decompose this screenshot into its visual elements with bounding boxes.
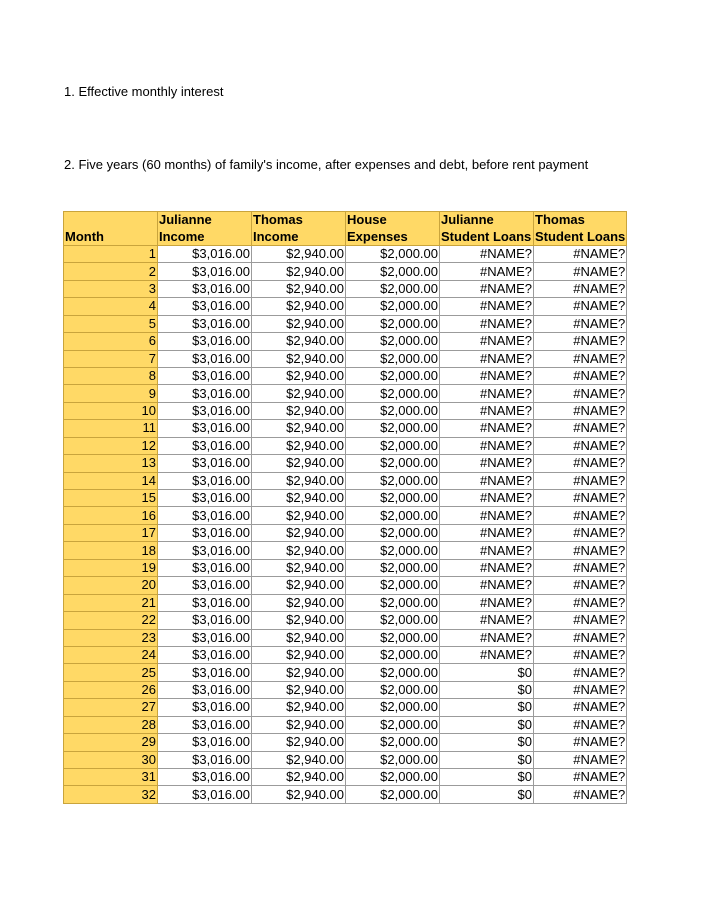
thomas-income-cell[interactable]: $2,940.00 (252, 542, 346, 559)
thomas-income-cell[interactable]: $2,940.00 (252, 420, 346, 437)
julianne-loans-cell[interactable]: #NAME? (440, 594, 534, 611)
thomas-income-cell[interactable]: $2,940.00 (252, 646, 346, 663)
house-expenses-cell[interactable]: $2,000.00 (346, 786, 440, 803)
header-cell: Student Loans (440, 228, 534, 245)
month-cell[interactable]: 22 (64, 612, 158, 629)
julianne-loans-cell[interactable]: #NAME? (440, 420, 534, 437)
month-cell[interactable]: 30 (64, 751, 158, 768)
thomas-income-cell[interactable]: $2,940.00 (252, 594, 346, 611)
header-cell: Month (64, 228, 158, 245)
house-expenses-cell[interactable]: $2,000.00 (346, 681, 440, 698)
house-expenses-cell[interactable]: $2,000.00 (346, 734, 440, 751)
julianne-loans-cell[interactable]: $0 (440, 769, 534, 786)
julianne-loans-cell[interactable]: #NAME? (440, 298, 534, 315)
header-cell: Thomas (252, 212, 346, 229)
month-cell[interactable]: 19 (64, 559, 158, 576)
julianne-loans-cell[interactable]: $0 (440, 734, 534, 751)
month-cell[interactable]: 14 (64, 472, 158, 489)
house-expenses-cell[interactable]: $2,000.00 (346, 507, 440, 524)
julianne-income-cell[interactable]: $3,016.00 (158, 769, 252, 786)
julianne-income-cell[interactable]: $3,016.00 (158, 664, 252, 681)
thomas-loans-cell[interactable]: #NAME? (534, 385, 627, 402)
house-expenses-cell[interactable]: $2,000.00 (346, 490, 440, 507)
month-cell[interactable]: 3 (64, 280, 158, 297)
month-cell[interactable]: 20 (64, 577, 158, 594)
julianne-loans-cell[interactable]: #NAME? (440, 542, 534, 559)
month-cell[interactable]: 29 (64, 734, 158, 751)
julianne-income-cell[interactable]: $3,016.00 (158, 263, 252, 280)
julianne-income-cell[interactable]: $3,016.00 (158, 716, 252, 733)
thomas-income-cell[interactable]: $2,940.00 (252, 751, 346, 768)
month-cell[interactable]: 11 (64, 420, 158, 437)
julianne-income-cell[interactable]: $3,016.00 (158, 385, 252, 402)
header-cell: Expenses (346, 228, 440, 245)
table-row (64, 402, 627, 419)
table-row (64, 472, 627, 489)
thomas-income-cell[interactable]: $2,940.00 (252, 716, 346, 733)
header-cell: Student Loans (535, 228, 626, 244)
month-cell[interactable]: 24 (64, 646, 158, 663)
month-cell[interactable]: 26 (64, 681, 158, 698)
julianne-income-cell[interactable]: $3,016.00 (158, 612, 252, 629)
thomas-loans-cell[interactable]: #NAME? (534, 350, 627, 367)
month-cell[interactable]: 1 (64, 245, 158, 262)
header-row-1 (64, 212, 627, 229)
thomas-loans-cell[interactable]: #NAME? (534, 716, 627, 733)
month-cell[interactable]: 2 (64, 263, 158, 280)
table-row (64, 315, 627, 332)
julianne-loans-cell[interactable]: #NAME? (440, 577, 534, 594)
house-expenses-cell[interactable]: $2,000.00 (346, 646, 440, 663)
julianne-income-cell[interactable]: $3,016.00 (158, 629, 252, 646)
thomas-income-cell[interactable]: $2,940.00 (252, 681, 346, 698)
note-effective-monthly-interest: 1. Effective monthly interest (64, 84, 224, 99)
thomas-income-cell[interactable]: $2,940.00 (252, 664, 346, 681)
table-row (64, 507, 627, 524)
thomas-loans-cell[interactable]: #NAME? (534, 420, 627, 437)
header-row-2 (64, 228, 627, 245)
house-expenses-cell[interactable]: $2,000.00 (346, 420, 440, 437)
house-expenses-cell[interactable]: $2,000.00 (346, 385, 440, 402)
julianne-income-cell[interactable]: $3,016.00 (158, 751, 252, 768)
thomas-income-cell[interactable]: $2,940.00 (252, 367, 346, 384)
thomas-income-cell[interactable]: $2,940.00 (252, 734, 346, 751)
thomas-income-cell[interactable]: $2,940.00 (252, 298, 346, 315)
table-row (64, 385, 627, 402)
house-expenses-cell[interactable]: $2,000.00 (346, 769, 440, 786)
house-expenses-cell[interactable]: $2,000.00 (346, 751, 440, 768)
julianne-loans-cell[interactable]: #NAME? (440, 507, 534, 524)
table-row (64, 577, 627, 594)
table-row (64, 280, 627, 297)
month-cell[interactable]: 28 (64, 716, 158, 733)
header-cell (64, 212, 158, 229)
julianne-loans-cell[interactable]: #NAME? (440, 437, 534, 454)
julianne-income-cell[interactable]: $3,016.00 (158, 734, 252, 751)
table-row (64, 333, 627, 350)
thomas-loans-cell[interactable]: #NAME? (534, 542, 627, 559)
julianne-loans-cell[interactable]: #NAME? (440, 385, 534, 402)
table-row (64, 664, 627, 681)
header-cell: Income (158, 228, 252, 245)
thomas-income-cell[interactable]: $2,940.00 (252, 280, 346, 297)
thomas-loans-cell[interactable]: #NAME? (534, 734, 627, 751)
julianne-income-cell[interactable]: $3,016.00 (158, 646, 252, 663)
thomas-loans-cell[interactable]: #NAME? (534, 245, 627, 262)
julianne-income-cell[interactable]: $3,016.00 (158, 559, 252, 576)
thomas-loans-cell[interactable]: #NAME? (534, 559, 627, 576)
house-expenses-cell[interactable]: $2,000.00 (346, 559, 440, 576)
month-cell[interactable]: 5 (64, 315, 158, 332)
table-row (64, 681, 627, 698)
thomas-loans-cell[interactable]: #NAME? (534, 612, 627, 629)
julianne-income-cell[interactable]: $3,016.00 (158, 594, 252, 611)
thomas-income-cell[interactable]: $2,940.00 (252, 524, 346, 541)
julianne-income-cell[interactable]: $3,016.00 (158, 472, 252, 489)
house-expenses-cell[interactable]: $2,000.00 (346, 402, 440, 419)
month-cell[interactable]: 32 (64, 786, 158, 803)
thomas-loans-cell[interactable]: #NAME? (534, 333, 627, 350)
julianne-loans-cell[interactable]: $0 (440, 751, 534, 768)
julianne-loans-cell[interactable]: #NAME? (440, 333, 534, 350)
julianne-income-cell[interactable]: $3,016.00 (158, 507, 252, 524)
table-row (64, 612, 627, 629)
month-cell[interactable]: 25 (64, 664, 158, 681)
house-expenses-cell[interactable]: $2,000.00 (346, 577, 440, 594)
house-expenses-cell[interactable]: $2,000.00 (346, 437, 440, 454)
table-row (64, 420, 627, 437)
table-row (64, 734, 627, 751)
thomas-income-cell[interactable]: $2,940.00 (252, 385, 346, 402)
thomas-loans-cell[interactable]: #NAME? (534, 699, 627, 716)
julianne-income-cell[interactable]: $3,016.00 (158, 455, 252, 472)
month-cell[interactable]: 27 (64, 699, 158, 716)
house-expenses-cell[interactable]: $2,000.00 (346, 350, 440, 367)
month-cell[interactable]: 6 (64, 333, 158, 350)
header-cell: Julianne (158, 212, 252, 229)
month-cell[interactable]: 15 (64, 490, 158, 507)
table-row (64, 786, 627, 803)
julianne-income-cell[interactable]: $3,016.00 (158, 245, 252, 262)
house-expenses-cell[interactable]: $2,000.00 (346, 298, 440, 315)
julianne-income-cell[interactable]: $3,016.00 (158, 699, 252, 716)
table-row (64, 524, 627, 541)
julianne-loans-cell[interactable]: #NAME? (440, 524, 534, 541)
thomas-income-cell[interactable]: $2,940.00 (252, 437, 346, 454)
thomas-loans-cell[interactable]: #NAME? (534, 298, 627, 315)
thomas-loans-cell[interactable]: #NAME? (534, 681, 627, 698)
thomas-income-cell[interactable]: $2,940.00 (252, 559, 346, 576)
thomas-loans-cell[interactable]: #NAME? (534, 577, 627, 594)
julianne-loans-cell[interactable]: #NAME? (440, 367, 534, 384)
thomas-loans-cell[interactable]: #NAME? (534, 263, 627, 280)
month-cell[interactable]: 17 (64, 524, 158, 541)
table-row (64, 542, 627, 559)
thomas-income-cell[interactable]: $2,940.00 (252, 333, 346, 350)
month-cell[interactable]: 7 (64, 350, 158, 367)
table-row (64, 245, 627, 262)
julianne-loans-cell[interactable]: #NAME? (440, 559, 534, 576)
thomas-loans-cell[interactable]: #NAME? (534, 472, 627, 489)
table-row (64, 455, 627, 472)
month-cell[interactable]: 21 (64, 594, 158, 611)
julianne-loans-cell[interactable]: #NAME? (440, 646, 534, 663)
julianne-loans-cell[interactable]: $0 (440, 681, 534, 698)
thomas-loans-cell[interactable]: #NAME? (534, 629, 627, 646)
table-row (64, 699, 627, 716)
house-expenses-cell[interactable]: $2,000.00 (346, 716, 440, 733)
thomas-income-cell[interactable]: $2,940.00 (252, 786, 346, 803)
thomas-income-cell[interactable]: $2,940.00 (252, 263, 346, 280)
table-row (64, 629, 627, 646)
thomas-income-cell[interactable]: $2,940.00 (252, 490, 346, 507)
julianne-income-cell[interactable]: $3,016.00 (158, 420, 252, 437)
table-row (64, 594, 627, 611)
julianne-loans-cell[interactable]: #NAME? (440, 472, 534, 489)
julianne-income-cell[interactable]: $3,016.00 (158, 577, 252, 594)
month-cell[interactable]: 4 (64, 298, 158, 315)
julianne-income-cell[interactable]: $3,016.00 (158, 350, 252, 367)
table-row (64, 298, 627, 315)
header-cell: Thomas (534, 212, 627, 229)
julianne-income-cell[interactable]: $3,016.00 (158, 402, 252, 419)
julianne-income-cell[interactable]: $3,016.00 (158, 542, 252, 559)
table-body (64, 245, 627, 803)
table-row (64, 350, 627, 367)
thomas-income-cell[interactable]: $2,940.00 (252, 699, 346, 716)
house-expenses-cell[interactable]: $2,000.00 (346, 542, 440, 559)
thomas-loans-cell[interactable]: #NAME? (534, 402, 627, 419)
thomas-loans-cell[interactable]: #NAME? (534, 490, 627, 507)
table-row (64, 490, 627, 507)
thomas-income-cell[interactable]: $2,940.00 (252, 455, 346, 472)
julianne-loans-cell[interactable]: #NAME? (440, 612, 534, 629)
header-cell: House (346, 212, 440, 229)
thomas-loans-cell[interactable]: #NAME? (534, 367, 627, 384)
thomas-income-cell[interactable]: $2,940.00 (252, 245, 346, 262)
julianne-loans-cell[interactable]: #NAME? (440, 263, 534, 280)
house-expenses-cell[interactable]: $2,000.00 (346, 280, 440, 297)
julianne-income-cell[interactable]: $3,016.00 (158, 280, 252, 297)
month-cell[interactable]: 13 (64, 455, 158, 472)
thomas-loans-cell[interactable]: #NAME? (534, 437, 627, 454)
julianne-loans-cell[interactable]: $0 (440, 786, 534, 803)
thomas-loans-cell[interactable]: #NAME? (534, 786, 627, 803)
julianne-income-cell[interactable]: $3,016.00 (158, 367, 252, 384)
table-row (64, 367, 627, 384)
thomas-income-cell[interactable]: $2,940.00 (252, 629, 346, 646)
thomas-income-cell[interactable]: $2,940.00 (252, 472, 346, 489)
month-cell[interactable]: 31 (64, 769, 158, 786)
thomas-income-cell[interactable]: $2,940.00 (252, 402, 346, 419)
table-row (64, 646, 627, 663)
table-row (64, 263, 627, 280)
julianne-loans-cell[interactable]: $0 (440, 716, 534, 733)
thomas-income-cell[interactable]: $2,940.00 (252, 577, 346, 594)
julianne-loans-cell[interactable]: #NAME? (440, 629, 534, 646)
table-row (64, 559, 627, 576)
thomas-income-cell[interactable]: $2,940.00 (252, 612, 346, 629)
julianne-income-cell[interactable]: $3,016.00 (158, 490, 252, 507)
house-expenses-cell[interactable]: $2,000.00 (346, 367, 440, 384)
julianne-loans-cell[interactable]: #NAME? (440, 315, 534, 332)
thomas-loans-cell[interactable]: #NAME? (534, 507, 627, 524)
thomas-loans-cell[interactable]: #NAME? (534, 524, 627, 541)
julianne-income-cell[interactable]: $3,016.00 (158, 315, 252, 332)
month-cell[interactable]: 16 (64, 507, 158, 524)
house-expenses-cell[interactable]: $2,000.00 (346, 629, 440, 646)
table-row (64, 751, 627, 768)
thomas-income-cell[interactable]: $2,940.00 (252, 507, 346, 524)
thomas-loans-cell[interactable]: #NAME? (534, 646, 627, 663)
month-cell[interactable]: 23 (64, 629, 158, 646)
note-five-year-income: 2. Five years (60 months) of family's income, after expenses and debt, before rent payment (64, 157, 589, 172)
table-header (64, 212, 627, 246)
julianne-loans-cell[interactable]: #NAME? (440, 245, 534, 262)
thomas-income-cell[interactable]: $2,940.00 (252, 350, 346, 367)
house-expenses-cell[interactable]: $2,000.00 (346, 524, 440, 541)
julianne-loans-cell[interactable]: $0 (440, 664, 534, 681)
house-expenses-cell[interactable]: $2,000.00 (346, 472, 440, 489)
header-cell: Income (252, 228, 346, 245)
julianne-income-cell[interactable]: $3,016.00 (158, 786, 252, 803)
income-table (63, 211, 627, 804)
month-cell[interactable]: 8 (64, 367, 158, 384)
thomas-loans-cell[interactable]: #NAME? (534, 769, 627, 786)
julianne-loans-cell[interactable]: #NAME? (440, 455, 534, 472)
month-cell[interactable]: 18 (64, 542, 158, 559)
table-row (64, 716, 627, 733)
thomas-loans-cell[interactable]: #NAME? (534, 751, 627, 768)
house-expenses-cell[interactable]: $2,000.00 (346, 594, 440, 611)
header-cell: Julianne (440, 212, 534, 229)
thomas-income-cell[interactable]: $2,940.00 (252, 315, 346, 332)
month-cell[interactable]: 9 (64, 385, 158, 402)
julianne-income-cell[interactable]: $3,016.00 (158, 681, 252, 698)
house-expenses-cell[interactable]: $2,000.00 (346, 315, 440, 332)
house-expenses-cell[interactable]: $2,000.00 (346, 664, 440, 681)
thomas-loans-cell[interactable]: #NAME? (534, 664, 627, 681)
julianne-income-cell[interactable]: $3,016.00 (158, 437, 252, 454)
month-cell[interactable]: 12 (64, 437, 158, 454)
month-cell[interactable]: 10 (64, 402, 158, 419)
house-expenses-cell[interactable]: $2,000.00 (346, 612, 440, 629)
thomas-loans-cell[interactable]: #NAME? (534, 455, 627, 472)
julianne-loans-cell[interactable]: #NAME? (440, 402, 534, 419)
julianne-income-cell[interactable]: $3,016.00 (158, 333, 252, 350)
julianne-loans-cell[interactable]: #NAME? (440, 350, 534, 367)
thomas-loans-cell[interactable]: #NAME? (534, 280, 627, 297)
house-expenses-cell[interactable]: $2,000.00 (346, 455, 440, 472)
julianne-loans-cell[interactable]: #NAME? (440, 490, 534, 507)
julianne-loans-cell[interactable]: $0 (440, 699, 534, 716)
table-row (64, 437, 627, 454)
julianne-loans-cell[interactable]: #NAME? (440, 280, 534, 297)
julianne-income-cell[interactable]: $3,016.00 (158, 524, 252, 541)
table-row (64, 769, 627, 786)
thomas-loans-cell[interactable]: #NAME? (534, 315, 627, 332)
julianne-income-cell[interactable]: $3,016.00 (158, 298, 252, 315)
house-expenses-cell[interactable]: $2,000.00 (346, 333, 440, 350)
thomas-income-cell[interactable]: $2,940.00 (252, 769, 346, 786)
house-expenses-cell[interactable]: $2,000.00 (346, 263, 440, 280)
thomas-loans-cell[interactable]: #NAME? (534, 594, 627, 611)
house-expenses-cell[interactable]: $2,000.00 (346, 245, 440, 262)
house-expenses-cell[interactable]: $2,000.00 (346, 699, 440, 716)
